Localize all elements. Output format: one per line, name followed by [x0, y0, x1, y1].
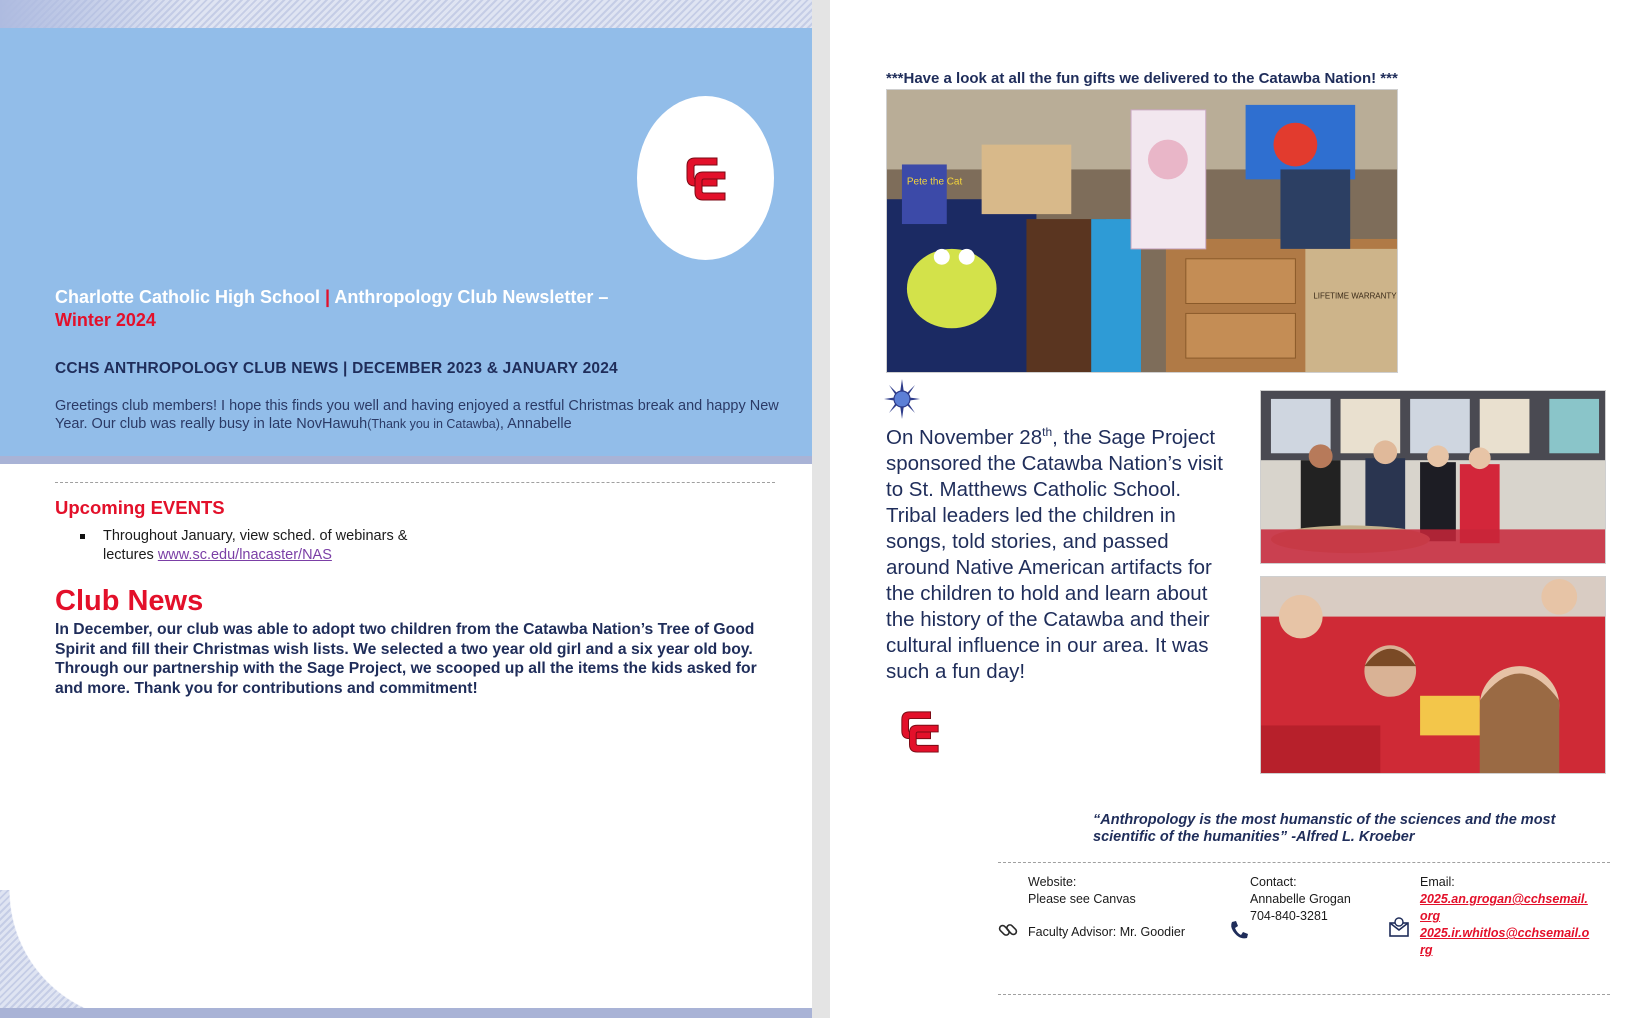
story-start: On November 28 — [886, 426, 1043, 449]
website-value: Please see Canvas — [1028, 892, 1136, 906]
school-logo-oval — [637, 96, 774, 260]
story-rest: , the Sage Project sponsored the Catawba Nation’s visit to St. Matthews Catholic School. Tribal leaders led the children in songs, told stories, and passed around Native American artifacts for the children to hold and learn about the history of the Catawba and their cultural influence in our area. It was such a fun day! — [886, 426, 1223, 683]
section-divider — [55, 482, 775, 483]
banner-divider — [0, 456, 812, 464]
classroom-photo-1 — [1260, 390, 1606, 564]
newsletter-title — [55, 286, 695, 332]
greeting-translation: (Thank you in Catawba) — [367, 417, 500, 431]
title-school: Charlotte Catholic High School — [55, 287, 321, 307]
link-icon — [997, 919, 1019, 941]
email-link-1[interactable]: 2025.an.grogan@cchsemail.org — [1420, 892, 1588, 923]
gift-caption: ***Have a look at all the fun gifts we delivered to the Catawba Nation! *** — [886, 70, 1398, 87]
contact-block — [1250, 874, 1351, 925]
contact-label: Contact: — [1250, 875, 1297, 889]
bottom-bar-decoration — [0, 1008, 812, 1018]
club-news-paragraph: In December, our club was able to adopt two children from the Catawba Nation’s Tree of Good Spirit and fill their Christmas wish lists. We selected a two year old girl and a six year old boy. Through our partnership with the Sage Project, we scooped up all the items the kids asked for and more. Thank you for contributions and commitment! — [55, 621, 757, 697]
footer-divider-top — [998, 862, 1610, 863]
email-label: Email: — [1420, 875, 1455, 889]
greeting-signoff: , Annabelle — [499, 416, 572, 432]
website-block — [1028, 874, 1136, 908]
event-link[interactable]: www.sc.edu/lnacaster/NAS — [157, 547, 332, 563]
events-heading: Upcoming EVENTS — [55, 497, 225, 518]
corner-decoration — [0, 890, 140, 1018]
book-title-text: Pete the Cat — [906, 176, 963, 188]
page-2 — [830, 0, 1643, 1018]
contact-name: Annabelle Grogan — [1250, 892, 1351, 906]
story-paragraph — [886, 425, 1236, 685]
events-list — [80, 527, 440, 565]
list-item — [80, 527, 440, 565]
cc-logo-icon — [683, 152, 729, 204]
title-separator: | — [325, 287, 331, 307]
sun-icon — [884, 379, 920, 419]
greeting-paragraph — [55, 397, 785, 433]
club-news-heading: Club News — [55, 585, 204, 617]
greeting-main: Greetings club members! I hope this finds you well and having enjoyed a restful Christmas break and happy New Year. Our club was really busy in late NovHawuh — [55, 398, 779, 432]
cc-logo-icon — [898, 706, 942, 756]
footer-divider-bottom — [998, 994, 1610, 995]
phone-icon — [1228, 919, 1250, 941]
email-link-2[interactable]: 2025.ir.whitlos@cchsemail.org — [1420, 926, 1590, 957]
box-label-text: LIFETIME WARRANTY — [1313, 291, 1397, 301]
kroeber-quote: “Anthropology is the most humanstic of the sciences and the most scientific of the humanities” -Alfred L. Kroeber — [1093, 812, 1556, 845]
contact-phone: 704-840-3281 — [1250, 909, 1328, 923]
website-label: Website: — [1028, 875, 1077, 889]
email-block — [1420, 874, 1590, 959]
page-1 — [0, 0, 812, 1018]
title-season: Winter 2024 — [55, 310, 156, 330]
faculty-advisor: Faculty Advisor: Mr. Goodier — [1028, 925, 1186, 939]
event-text: Throughout January, view sched. of webinars & lectures — [103, 528, 408, 563]
classroom-photo-2 — [1260, 576, 1606, 774]
gifts-photo — [886, 89, 1398, 373]
mail-icon — [1388, 916, 1410, 938]
top-stripe-decoration — [0, 0, 812, 28]
story-superscript: th — [1042, 425, 1053, 440]
title-newsletter: Anthropology Club Newsletter – — [334, 287, 609, 307]
news-header: CCHS ANTHROPOLOGY CLUB NEWS | DECEMBER 2023 & JANUARY 2024 — [55, 360, 618, 377]
